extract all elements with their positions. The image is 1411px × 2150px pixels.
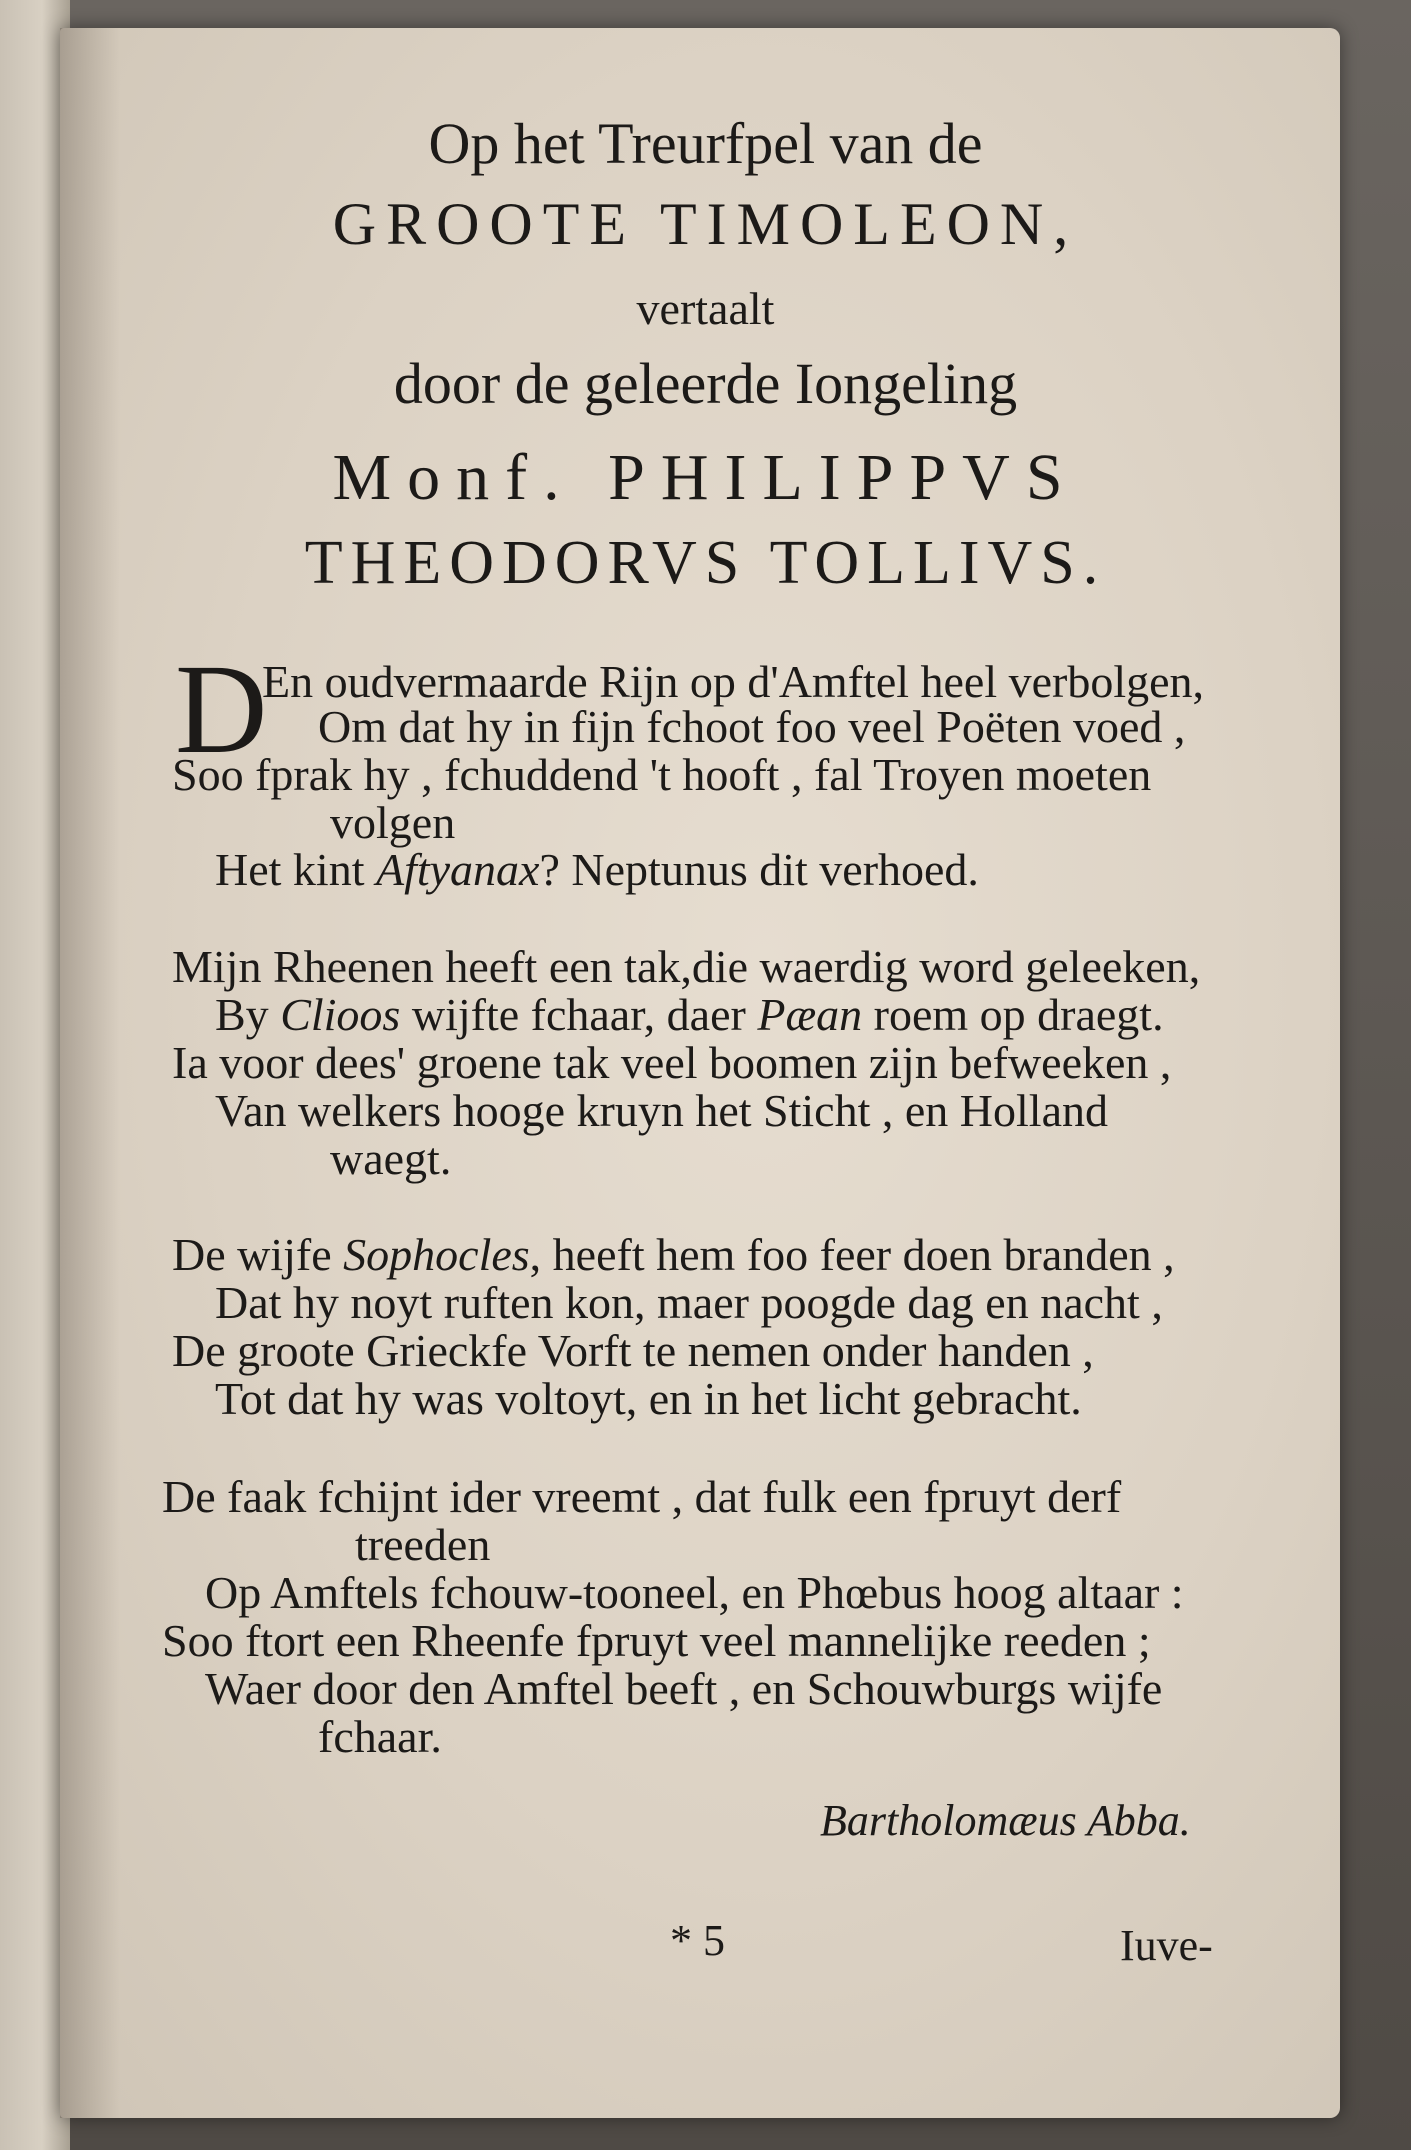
- verse-line: Waer door den Amftel beeft , en Schouwburgs wijfe: [205, 1663, 1163, 1714]
- verse-line: De wijfe Sophocles, heeft hem foo feer doen branden ,: [172, 1229, 1175, 1280]
- verse-line: Van welkers hooge kruyn het Sticht , en Holland: [215, 1085, 1108, 1136]
- heading-name-1: Monf. PHILIPPVS: [332, 441, 1079, 514]
- verse-line: Het kint Aftyanax? Neptunus dit verhoed.: [215, 844, 979, 895]
- heading-line-3: vertaalt: [636, 283, 775, 334]
- verse-line: volgen: [330, 797, 456, 848]
- verse-line: Soo fprak hy , fchuddend 't hooft , fal Troyen moeten: [172, 749, 1152, 800]
- catchword: Iuve-: [1120, 1921, 1213, 1970]
- verse-line: waegt.: [330, 1133, 452, 1184]
- drop-cap: D: [175, 638, 268, 780]
- verse-line: fchaar.: [318, 1711, 442, 1762]
- verse-line: Ia voor dees' groene tak veel boomen zijn befweeken ,: [172, 1037, 1172, 1088]
- verse-line: De faak fchijnt ider vreemt , dat fulk een fpruyt derf: [162, 1471, 1122, 1522]
- verse-line: Op Amftels fchouw-tooneel, en Phœbus hoog altaar :: [205, 1567, 1184, 1618]
- heading-line-1: Op het Treurfpel van de: [428, 111, 983, 176]
- signature: Bartholomæus Abba.: [820, 1796, 1191, 1845]
- verse-line: Dat hy noyt ruften kon, maer poogde dag en nacht ,: [215, 1277, 1163, 1328]
- verse-line: En oudvermaarde Rijn op d'Amftel heel verbolgen,: [262, 656, 1205, 707]
- page-gutter-shadow: [60, 28, 120, 2118]
- verse-line: By Clioos wijfte fchaar, daer Pæan roem op draegt.: [215, 989, 1164, 1040]
- signature-mark: * 5: [670, 1916, 725, 1965]
- heading-line-4: door de geleerde Iongeling: [393, 351, 1018, 416]
- heading-name-2: THEODORVS TOLLIVS.: [304, 529, 1107, 597]
- verse-line: Tot dat hy was voltoyt, en in het licht gebracht.: [215, 1373, 1082, 1424]
- verse-line: Soo ftort een Rheenfe fpruyt veel mannelijke reeden ;: [162, 1615, 1151, 1666]
- verse-line: treeden: [355, 1519, 491, 1570]
- heading-title: GROOTE TIMOLEON,: [332, 191, 1079, 257]
- verse-line: Mijn Rheenen heeft een tak,die waerdig word geleeken,: [172, 941, 1201, 992]
- verse-line: Om dat hy in fijn fchoot foo veel Poëten voed ,: [318, 701, 1186, 752]
- verse-line: De groote Grieckfe Vorft te nemen onder handen ,: [172, 1325, 1094, 1376]
